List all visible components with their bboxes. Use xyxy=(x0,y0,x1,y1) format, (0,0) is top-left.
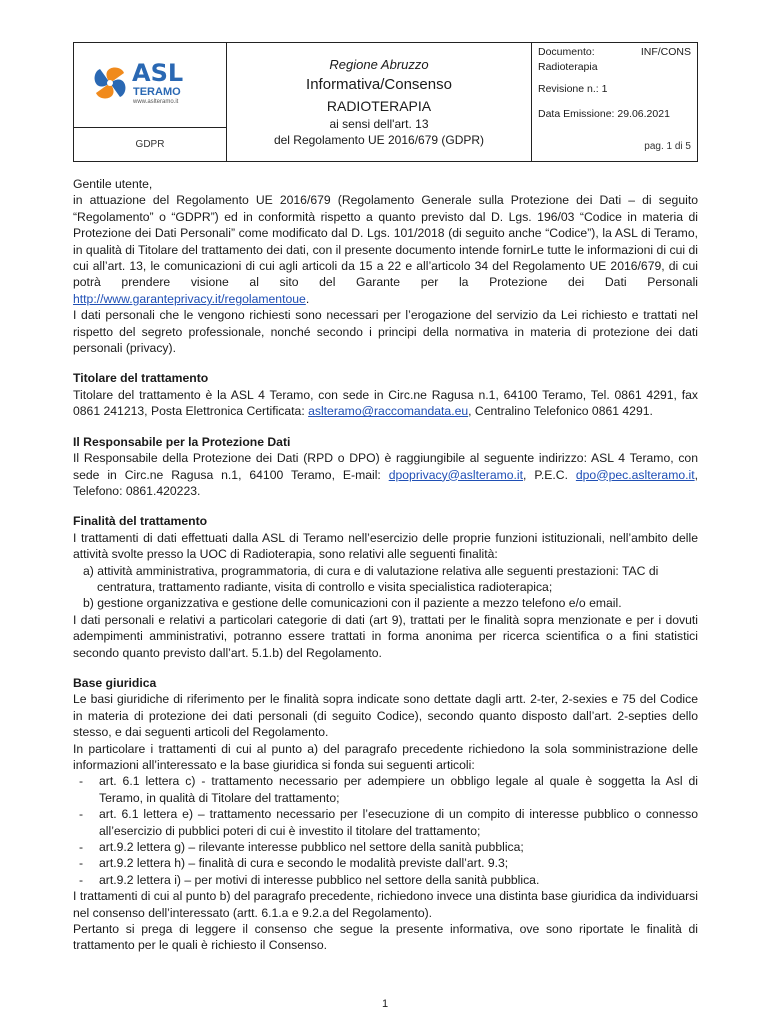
dash-bullet: - xyxy=(79,807,84,822)
rpd-mid: , P.E.C. xyxy=(523,467,576,482)
titolare-end: , Centralino Telefonico 0861 4291. xyxy=(468,404,653,419)
page-number: 1 xyxy=(381,998,389,1010)
header-title-column xyxy=(227,43,532,161)
intro-paragraph xyxy=(73,192,698,307)
dash-bullet: - xyxy=(79,856,84,871)
list-item-text: art. 6.1 lettera e) – trattamento necessario per l’esecuzione di un compito di interesse pubblico o connesso all’esercizio di pubblici poteri di cui è investito il titolare del trattamento; xyxy=(99,807,698,838)
document-subtitle: RADIOTERAPIA xyxy=(326,98,432,114)
pinwheel-icon xyxy=(90,63,130,103)
garante-link[interactable]: http://www.garanteprivacy.it/regolamentoue xyxy=(73,291,306,306)
intro-text: in attuazione del Regolamento UE 2016/679 (Regolamento Generale sulla Protezione dei Dati – di seguito “Regolamento” o “GDPR”) ed in conformità rispetto a quanto previsto dal D. Lgs. 196/03 “Codice in materia di Protezione dei Dati Personali” come modificato dal D. Lgs. 101/2018 (di seguito anche “Codice”), la ASL di Teramo, in qualità di Titolare del trattamento dei dati, con il presente documento intende fornirLe tutte le informazioni di cui di cui all’art. 13, le comunicazioni di cui agli articoli da 15 a 22 e all’articolo 34 del Regolamento UE 2016/679, di cui potrà prendere visione al sito del Garante per la Protezione dei Dati Personali xyxy=(73,193,698,290)
intro-paragraph-2: I dati personali che le vengono richiesti sono necessari per l’erogazione del servizio da Lei richiesto e trattati nel rispetto del segreto professionale, nonché secondo i principi della normativa in materia di protezione dei dati personali (privacy). xyxy=(73,308,698,356)
asl-teramo-logo xyxy=(90,57,215,113)
titolare-heading: Titolare del trattamento xyxy=(73,371,209,386)
page-indicator: pag. 1 di 5 xyxy=(644,141,691,152)
document-code-value: INF/CONS xyxy=(640,46,691,58)
revision-number: Revisione n.: 1 xyxy=(538,83,608,95)
gdpr-label: GDPR xyxy=(135,139,165,150)
document-title: Informativa/Consenso xyxy=(306,76,452,93)
document-code-label: Documento: xyxy=(538,46,595,58)
rpd-text: Il Responsabile della Protezione dei Dati (RPD o DPO) è raggiungibile al seguente indirizzo: ASL 4 Teramo, con sede in Circ.ne Ragusa n.1, 64100 Teramo, E-mail: xyxy=(73,451,698,482)
base-paragraph-2: In particolare i trattamenti di cui al punto a) del paragrafo precedente richiedono la sola somministrazione delle informazioni all’interessato e la base giuridica si fonda sui seguenti articoli: xyxy=(73,741,698,772)
finalita-heading: Finalità del trattamento xyxy=(73,514,208,529)
law-reference-line2: del Regolamento UE 2016/679 (GDPR) xyxy=(273,133,485,147)
base-heading: Base giuridica xyxy=(73,675,157,690)
dash-bullet: - xyxy=(79,840,84,855)
list-item xyxy=(73,839,698,855)
finalita-item-a-line2: centratura, trattamento radiante, visita di controllo e visita specialistica radioterapica; xyxy=(97,579,553,594)
finalita-paragraph-2: I dati personali e relativi a particolari categorie di dati (art 9), trattati per le finalità sopra menzionate e per i dovuti adempimenti amministrativi, potranno essere trattati in forma anonima per ricerca scientifica o a fini statistici secondo quanto previsto dall’art. 5.1.b) del Regolamento. xyxy=(73,612,698,660)
titolare-paragraph xyxy=(73,387,698,420)
list-item-text: art.9.2 lettera h) – finalità di cura e secondo le modalità previste dall’art. 9.3; xyxy=(99,856,509,871)
header-logo-column xyxy=(74,43,227,161)
rpd-email-link[interactable]: dpoprivacy@aslteramo.it xyxy=(388,467,524,482)
list-item-text: art. 6.1 lettera c) - trattamento necessario per adempiere un obbligo legale al quale è soggetta la Asl di Teramo, in qualità di Titolare del trattamento; xyxy=(99,774,698,805)
rpd-end: , Telefono: 0861.420223. xyxy=(73,467,698,498)
base-paragraph-4: Pertanto si prega di leggere il consenso che segue la presente informativa, ove sono riportate le finalità di trattamento per le quali è richiesto il Consenso. xyxy=(73,922,698,953)
logo-cell xyxy=(74,43,226,128)
dash-bullet: - xyxy=(79,872,84,887)
finalita-item-b: b) gestione organizzativa e gestione delle comunicazioni con il paziente a mezzo telefono e/o email. xyxy=(83,596,622,611)
document-body xyxy=(73,176,698,954)
greeting: Gentile utente, xyxy=(73,177,153,191)
rpd-pec-link[interactable]: dpo@pec.aslteramo.it xyxy=(575,467,695,482)
list-item xyxy=(73,872,698,888)
list-item xyxy=(73,806,698,839)
rpd-paragraph xyxy=(73,450,698,499)
titolare-text: Titolare del trattamento è la ASL 4 Teramo, con sede in Circ.ne Ragusa n.1, 64100 Teramo, Tel. 0861 4291, fax 0861 241213, Posta Elettronica Certificata: xyxy=(73,387,698,419)
list-item xyxy=(73,773,698,806)
logo-city: TERAMO xyxy=(133,86,181,98)
list-item-text: art.9.2 lettera g) – rilevante interesse pubblico nel settore della sanità pubblica; xyxy=(99,840,524,855)
law-reference-line1: ai sensi dell'art. 13 xyxy=(329,117,429,131)
logo-brand: ASL xyxy=(132,59,184,87)
finalita-item-a xyxy=(73,563,698,596)
document-code xyxy=(538,46,691,58)
finalita-item-a-line1: a) attività amministrativa, programmatoria, di cura e di valutazione relativa alle seguenti prestazioni: TAC di xyxy=(83,563,659,578)
base-paragraph: Le basi giuridiche di riferimento per le finalità sopra indicate sono dettate dagli artt. 2-ter, 2-sexies e 75 del Codice in materia di protezione dei dati personali (di seguito Codice), secondo quanto disposto dall’art. 2-septies dello stesso, e dai seguenti articoli del Regolamento. xyxy=(73,692,698,740)
document-name: Radioterapia xyxy=(538,61,598,73)
dash-bullet: - xyxy=(79,774,84,789)
logo-website: www.aslteramo.it xyxy=(133,99,179,105)
document-header xyxy=(73,42,698,162)
base-list xyxy=(73,773,698,888)
finalita-paragraph: I trattamenti di dati effettuati dalla ASL di Teramo nell’esercizio delle proprie funzioni istituzionali, nell’ambito delle attività svolte presso la UOC di Radioterapia, sono relativi alle seguenti finalità: xyxy=(73,530,698,562)
issue-date: Data Emissione: 29.06.2021 xyxy=(538,108,670,120)
intro-end: . xyxy=(305,291,310,306)
rpd-heading: Il Responsabile per la Protezione Dati xyxy=(73,434,291,449)
base-paragraph-3: I trattamenti di cui al punto b) del paragrafo precedente, richiedono invece una distinta base giuridica da individuarsi nel consenso dell’interessato (artt. 6.1.a e 9.2.a del Regolamento). xyxy=(73,889,698,920)
list-item xyxy=(73,855,698,871)
titolare-email-link[interactable]: aslteramo@raccomandata.eu xyxy=(308,404,469,419)
region-name: Regione Abruzzo xyxy=(329,57,429,72)
list-item-text: art.9.2 lettera i) – per motivi di interesse pubblico nel settore della sanità pubblica. xyxy=(99,872,540,887)
header-meta-column xyxy=(532,43,697,161)
